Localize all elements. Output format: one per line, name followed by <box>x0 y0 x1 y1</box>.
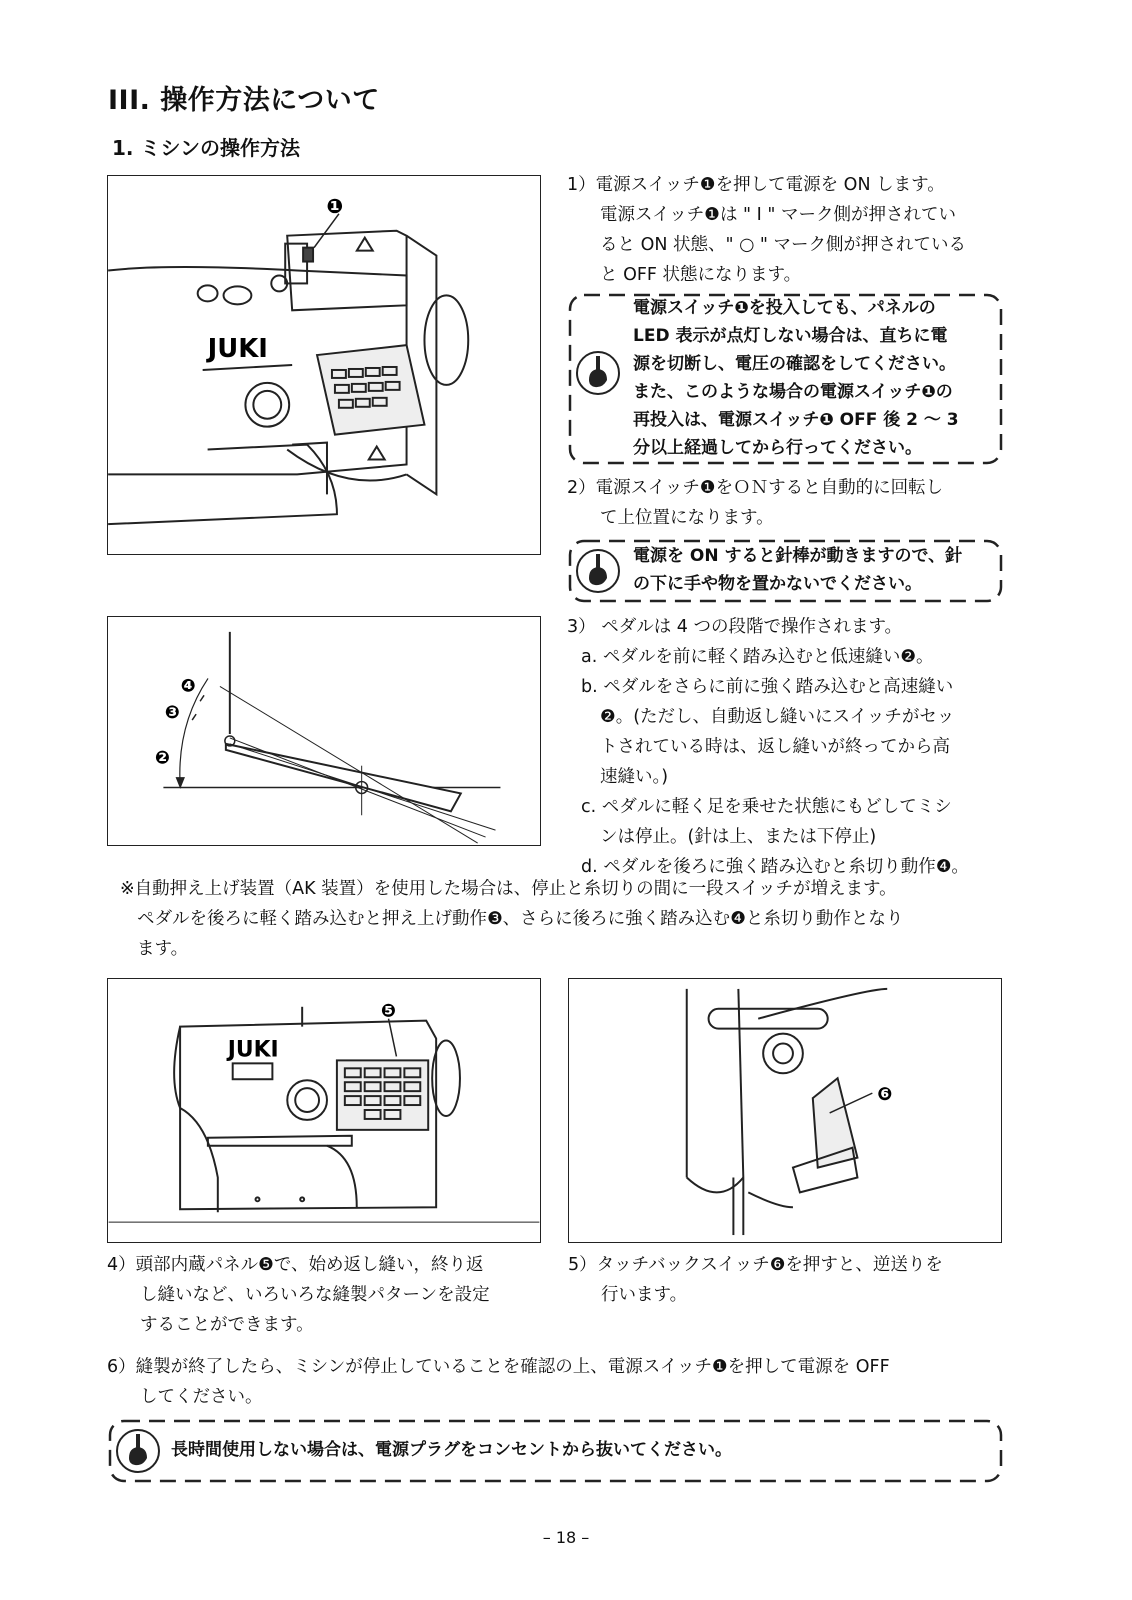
caution-box-2 <box>567 538 1004 604</box>
machine-panel-illustration <box>108 979 540 1242</box>
section-title: III. 操作方法について <box>108 85 380 116</box>
step-3-b-3: トされている時は、返し縫いが終ってから高 <box>600 737 950 757</box>
caution-1-line-4: また、このような場合の電源スイッチ❶の <box>633 382 953 402</box>
step-1-line-2: 電源スイッチ❶は " I " マーク側が押されてい <box>600 205 956 225</box>
caution-2-line-2: の下に手や物を置かないでください。 <box>633 574 922 594</box>
caution-1-line-3: 源を切断し、電圧の確認をしてください。 <box>633 354 956 374</box>
caution-icon-2 <box>575 548 621 594</box>
caution-box-1 <box>567 292 1004 466</box>
step-3-line-1: 3） ペダルは 4 つの段階で操作されます。 <box>567 617 903 637</box>
note-line-2: ペダルを後ろに軽く踏み込むと押え上げ動作❸、さらに後ろに強く踏み込む❹と糸切り動作となり <box>137 909 904 929</box>
step-1-line-3: ると ON 状態、" ○ " マーク側が押されている <box>600 235 967 255</box>
label-4: ❹ <box>180 675 196 697</box>
caution-1-line-2: LED 表示が点灯しない場合は、直ちに電 <box>633 326 948 346</box>
caution-1-line-6: 分以上経過してから行ってください。 <box>633 438 922 458</box>
step-1-line-4: と OFF 状態になります。 <box>600 265 802 285</box>
caution-1-line-5: 再投入は、電源スイッチ❶ OFF 後 2 ～ 3 <box>633 410 959 430</box>
step-5 <box>568 1250 1008 1310</box>
figure-panel <box>107 978 541 1243</box>
step-3-d: d. ペダルを後ろに強く踏み込むと糸切り動作❹。 <box>581 857 969 877</box>
step-6-line-2: してください。 <box>140 1387 263 1407</box>
pedal-diagram <box>108 617 540 845</box>
step-2-line-1: 2）電源スイッチ❶をＯＮすると自動的に回転し <box>567 478 944 498</box>
step-4-line-2: し縫いなど、いろいろな縫製パターンを設定 <box>140 1285 490 1305</box>
label-6: ❻ <box>877 1084 893 1106</box>
subsection-title: 1. ミシンの操作方法 <box>112 136 300 160</box>
step-4-line-1: 4）頭部内蔵パネル❺で、始め返し縫い，終り返 <box>107 1255 484 1275</box>
caution-icon <box>575 350 621 396</box>
figure-touchback <box>568 978 1002 1243</box>
step-3 <box>567 612 1027 882</box>
figure-power-switch <box>107 175 541 555</box>
label-2: ❷ <box>154 747 170 769</box>
brand-logo-2: JUKI <box>227 1037 279 1063</box>
figure-pedal <box>107 616 541 846</box>
step-3-b-4: 速縫い。) <box>600 767 669 787</box>
note-line-3: ます。 <box>137 939 189 959</box>
step-5-line-1: 5）タッチバックスイッチ❻を押すと、逆送りを <box>568 1255 943 1275</box>
step-3-c-2: ンは停止。(針は上、または下停止) <box>600 827 877 847</box>
label-3: ❸ <box>164 702 180 724</box>
step-5-line-2: 行います。 <box>601 1285 688 1305</box>
label-5: ❺ <box>380 1000 397 1022</box>
caution-box-3 <box>107 1418 1004 1484</box>
label-1: ❶ <box>326 194 344 218</box>
step-4-line-3: することができます。 <box>140 1315 314 1335</box>
brand-logo: JUKI <box>207 334 268 365</box>
step-3-b-2: ❷。(ただし、自動返し縫いにスイッチがセッ <box>600 707 955 727</box>
step-2-line-2: て上位置になります。 <box>600 508 774 528</box>
note-line-1: ※自動押え上げ装置（AK 装置）を使用した場合は、停止と糸切りの間に一段スイッチが増えます。 <box>120 879 897 899</box>
step-2 <box>567 473 1007 533</box>
caution-3-line-1: 長時間使用しない場合は、電源プラグをコンセントから抜いてください。 <box>171 1440 732 1460</box>
step-4 <box>107 1250 547 1340</box>
step-6-line-1: 6）縫製が終了したら、ミシンが停止していることを確認の上、電源スイッチ❶を押して電源を OFF <box>107 1357 890 1377</box>
step-3-a: a. ペダルを前に軽く踏み込むと低速縫い❷。 <box>581 647 934 667</box>
step-3-c-1: c. ペダルに軽く足を乗せた状態にもどしてミシ <box>581 797 952 817</box>
step-3-b-1: b. ペダルをさらに前に強く踏み込むと高速縫い <box>581 677 954 697</box>
step-1-line-1: 1）電源スイッチ❶を押して電源を ON します。 <box>567 175 945 195</box>
step-6 <box>107 1352 1027 1412</box>
caution-icon-3 <box>115 1428 161 1474</box>
caution-2-line-1: 電源を ON すると針棒が動きますので、針 <box>633 546 963 566</box>
machine-head-illustration <box>108 176 540 554</box>
page-number: – 18 – <box>542 1528 590 1547</box>
ak-note <box>120 874 1020 964</box>
touchback-illustration <box>569 979 1001 1242</box>
caution-1-line-1: 電源スイッチ❶を投入しても、パネルの <box>633 298 936 318</box>
step-1 <box>567 170 1007 290</box>
